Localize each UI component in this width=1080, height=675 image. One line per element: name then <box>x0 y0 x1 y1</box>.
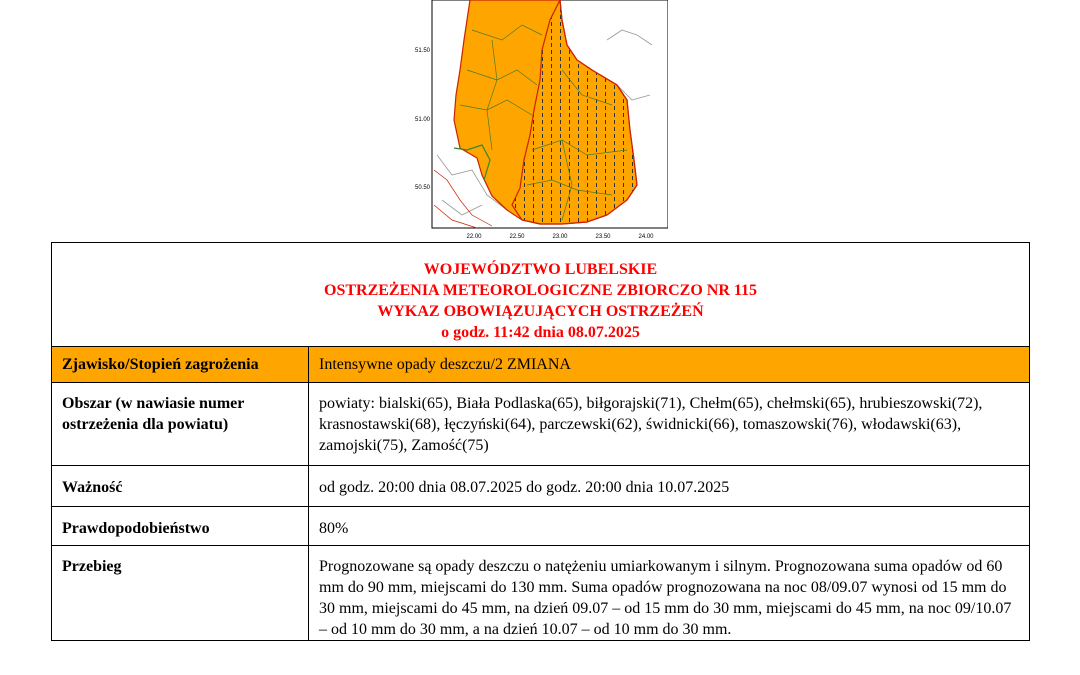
value-course: Prognozowane są opady deszczu o natężeniu umiarkowanym i silnym. Prognozowana suma opadów od 60 mm do 90 mm, miejscami do 130 mm. Suma opadów prognozowana na noc 08/09.07 wynosi od 15 mm do 30 mm, miejscami do 45 mm, na dzień 09.07 – od 15 mm do 30 mm, miejscami do 45 mm, na noc 09/10.07 – od 10 mm do 30 mm, a na dzień 10.07 – od 10 mm do 30 mm. <box>309 546 1030 641</box>
label-probability: Prawdopodobieństwo <box>52 507 309 546</box>
svg-text:50.50: 50.50 <box>415 185 431 191</box>
warning-map <box>412 0 668 244</box>
header-region: WOJEWÓDZTWO LUBELSKIE <box>423 261 658 278</box>
warning-header <box>52 243 1030 347</box>
label-validity: Ważność <box>52 466 309 507</box>
header-timestamp: o godz. 11:42 dnia 08.07.2025 <box>441 324 640 341</box>
label-phenomenon: Zjawisko/Stopień zagrożenia <box>52 347 309 383</box>
svg-text:24.00: 24.00 <box>638 234 654 240</box>
row-probability <box>52 507 1030 546</box>
row-area <box>52 383 1030 466</box>
svg-text:22.50: 22.50 <box>509 234 525 240</box>
row-phenomenon <box>52 347 1030 383</box>
row-validity <box>52 466 1030 507</box>
label-course: Przebieg <box>52 546 309 641</box>
header-list-title: WYKAZ OBOWIĄZUJĄCYCH OSTRZEŻEŃ <box>377 303 704 320</box>
value-validity: od godz. 20:00 dnia 08.07.2025 do godz. 20:00 dnia 10.07.2025 <box>309 466 1030 507</box>
header-title: OSTRZEŻENIA METEOROLOGICZNE ZBIORCZO NR 115 <box>324 282 757 299</box>
svg-text:22.00: 22.00 <box>466 234 482 240</box>
value-area: powiaty: bialski(65), Biała Podlaska(65), biłgorajski(71), Chełm(65), chełmski(65), hrubieszowski(72), krasnostawski(68), łęczyński(64), parczewski(62), świdnicki(66), tomaszowski(76), włodawski(63), zamojski(75), Zamość(75) <box>309 383 1030 466</box>
svg-text:23.50: 23.50 <box>595 234 611 240</box>
value-phenomenon: Intensywne opady deszczu/2 ZMIANA <box>309 347 1030 383</box>
lon-tick-labels <box>466 234 654 240</box>
row-course <box>52 546 1030 641</box>
svg-text:23.00: 23.00 <box>552 234 568 240</box>
value-probability: 80% <box>309 507 1030 546</box>
warning-table <box>51 242 1030 641</box>
svg-text:51.00: 51.00 <box>415 117 431 123</box>
lat-tick-labels <box>415 48 431 191</box>
label-area: Obszar (w nawiasie numer ostrzeżenia dla powiatu) <box>52 383 309 466</box>
svg-text:51.50: 51.50 <box>415 48 431 54</box>
